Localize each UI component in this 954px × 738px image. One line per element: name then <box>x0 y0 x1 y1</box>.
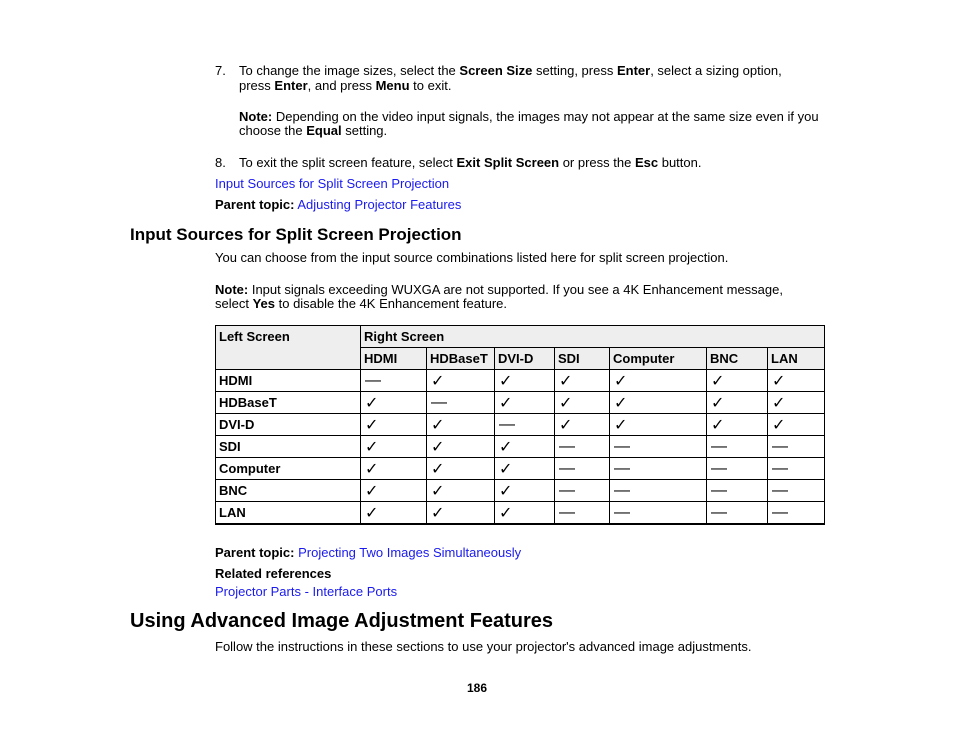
table-cell: — <box>707 502 768 525</box>
main-heading: Using Advanced Image Adjustment Features <box>130 610 554 632</box>
table-cell: — <box>555 458 610 480</box>
table-row <box>216 392 825 414</box>
table-cell: — <box>427 392 495 414</box>
table-cell: ✓ <box>707 414 768 436</box>
table-cell: ✓ <box>495 370 555 392</box>
related-references-label: Related references <box>215 566 332 581</box>
table-cell: ✓ <box>427 458 495 480</box>
column-header: BNC <box>707 348 768 370</box>
intro-text: You can choose from the input source combinations listed here for split screen projection. <box>215 250 729 265</box>
row-header: SDI <box>216 436 361 458</box>
column-header: LAN <box>768 348 825 370</box>
table-cell: — <box>707 458 768 480</box>
column-header: DVI-D <box>495 348 555 370</box>
step-7-line-2: press Enter, and press Menu to exit. <box>239 78 452 93</box>
table-cell: ✓ <box>707 370 768 392</box>
table-cell: ✓ <box>361 480 427 502</box>
page-number: 186 <box>466 681 488 695</box>
left-screen-header: Left Screen <box>216 326 361 370</box>
table-cell: ✓ <box>495 436 555 458</box>
column-header: SDI <box>555 348 610 370</box>
table-cell: ✓ <box>768 392 825 414</box>
table-cell: ✓ <box>495 392 555 414</box>
table-cell: ✓ <box>361 436 427 458</box>
table-cell: — <box>495 414 555 436</box>
note-2-line-1: Note: Input signals exceeding WUXGA are not supported. If you see a 4K Enhancement message, <box>215 282 783 297</box>
table-cell: — <box>555 480 610 502</box>
row-header: DVI-D <box>216 414 361 436</box>
note-1-line-2: choose the Equal setting. <box>239 123 388 138</box>
row-header: HDBaseT <box>216 392 361 414</box>
table-cell: ✓ <box>610 370 707 392</box>
table-cell: ✓ <box>707 392 768 414</box>
table-cell: ✓ <box>361 458 427 480</box>
right-screen-header: Right Screen <box>361 326 825 348</box>
table-cell: ✓ <box>427 436 495 458</box>
table-cell: — <box>768 436 825 458</box>
table-cell: ✓ <box>361 502 427 525</box>
column-header: HDBaseT <box>427 348 495 370</box>
table-cell: ✓ <box>495 502 555 525</box>
note-1-line-1: Note: Depending on the video input signals, the images may not appear at the same size even if you <box>239 109 819 124</box>
table-cell: ✓ <box>555 392 610 414</box>
table-cell: ✓ <box>427 502 495 525</box>
table-cell: — <box>707 480 768 502</box>
step-7-number: 7. <box>215 63 226 78</box>
table-row <box>216 480 825 502</box>
parent-topic-1: Parent topic: Adjusting Projector Features <box>215 197 462 212</box>
note-2-line-2: select Yes to disable the 4K Enhancement feature. <box>215 296 507 311</box>
table-cell: ✓ <box>768 370 825 392</box>
follow-text: Follow the instructions in these sections to use your projector's advanced image adjustments. <box>215 639 752 654</box>
table-row <box>216 502 825 525</box>
table-cell: ✓ <box>610 414 707 436</box>
table-cell: — <box>610 458 707 480</box>
row-header: LAN <box>216 502 361 525</box>
step-8-text: To exit the split screen feature, select Exit Split Screen or press the Esc button. <box>239 155 702 170</box>
step-8-number: 8. <box>215 155 226 170</box>
table-cell: — <box>361 370 427 392</box>
table-cell: ✓ <box>361 392 427 414</box>
projecting-two-images-link[interactable]: Projecting Two Images Simultaneously <box>298 545 522 560</box>
table-cell: ✓ <box>768 414 825 436</box>
table-row <box>216 458 825 480</box>
table-cell: ✓ <box>427 414 495 436</box>
projector-parts-interface-ports-link[interactable]: Projector Parts - Interface Ports <box>215 584 398 599</box>
table-cell: — <box>768 502 825 525</box>
table-cell: ✓ <box>555 414 610 436</box>
table-cell: — <box>610 436 707 458</box>
input-sources-table <box>215 325 825 525</box>
table-cell: ✓ <box>610 392 707 414</box>
step-7-line-1: To change the image sizes, select the Screen Size setting, press Enter, select a sizing option, <box>239 63 782 78</box>
input-sources-link[interactable]: Input Sources for Split Screen Projection <box>215 176 450 191</box>
table-cell: ✓ <box>361 414 427 436</box>
table-row <box>216 370 825 392</box>
parent-topic-2: Parent topic: Projecting Two Images Simultaneously <box>215 545 522 560</box>
table-cell: — <box>555 502 610 525</box>
column-header: Computer <box>610 348 707 370</box>
column-header: HDMI <box>361 348 427 370</box>
row-header: HDMI <box>216 370 361 392</box>
table-cell: — <box>768 480 825 502</box>
table-cell: ✓ <box>555 370 610 392</box>
table-cell: ✓ <box>495 480 555 502</box>
table-cell: ✓ <box>427 370 495 392</box>
table-cell: ✓ <box>427 480 495 502</box>
table-row <box>216 436 825 458</box>
table-cell: ✓ <box>495 458 555 480</box>
table-cell: — <box>768 458 825 480</box>
adjusting-projector-features-link[interactable]: Adjusting Projector Features <box>297 197 462 212</box>
row-header: Computer <box>216 458 361 480</box>
table-cell: — <box>555 436 610 458</box>
table-cell: — <box>610 502 707 525</box>
table-cell: — <box>707 436 768 458</box>
row-header: BNC <box>216 480 361 502</box>
table-cell: — <box>610 480 707 502</box>
table-row <box>216 414 825 436</box>
section-heading: Input Sources for Split Screen Projection <box>130 225 462 244</box>
